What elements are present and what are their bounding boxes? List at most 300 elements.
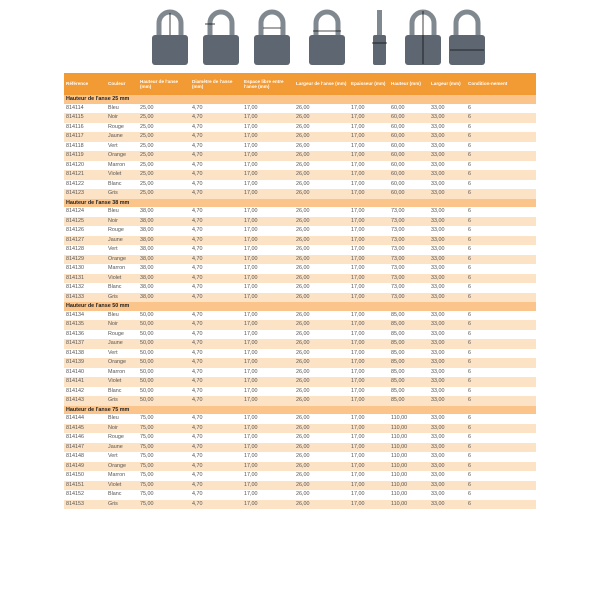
table-cell: Jaune: [106, 443, 138, 453]
table-cell: 33,00: [431, 180, 445, 187]
table-row: [64, 113, 536, 123]
table-cell: 17,00: [242, 217, 294, 227]
table-cell: 6: [466, 443, 536, 453]
table-cell: 38,00: [140, 284, 154, 291]
table-cell: 26,00: [294, 189, 349, 199]
table-cell: 26,00: [296, 472, 310, 479]
table-cell: Vert: [108, 453, 118, 460]
table-cell: 73,00: [389, 255, 429, 265]
section-title: Hauteur de l'anse 38 mm: [64, 199, 536, 208]
table-cell: 25,00: [140, 142, 154, 149]
table-cell: 17,00: [242, 170, 294, 180]
table-cell: 6: [466, 481, 536, 491]
table-cell: 38,00: [140, 246, 154, 253]
table-cell: 814145: [64, 424, 106, 434]
section-header-row: [64, 406, 536, 415]
table-row: [64, 490, 536, 500]
table-cell: 814123: [64, 189, 106, 199]
dimension-icons-row: [0, 0, 600, 72]
table-cell: 17,00: [351, 415, 365, 422]
section-title: Hauteur de l'anse 75 mm: [64, 406, 536, 415]
table-cell: 33,00: [429, 293, 466, 303]
table-cell: 26,00: [296, 453, 310, 460]
table-cell: 26,00: [294, 320, 349, 330]
table-cell: Blanc: [108, 284, 122, 291]
table-cell: 26,00: [296, 227, 310, 234]
table-cell: Noir: [106, 113, 138, 123]
table-cell: 33,00: [429, 358, 466, 368]
table-cell: 17,00: [244, 311, 258, 318]
table-cell: Blanc: [108, 387, 122, 394]
table-cell: Noir: [106, 320, 138, 330]
table-cell: 73,00: [389, 293, 429, 303]
table-cell: 814125: [64, 217, 106, 227]
table-cell: 814144: [66, 415, 84, 422]
table-cell: 75,00: [138, 443, 190, 453]
table-cell: 814132: [66, 284, 84, 291]
table-cell: 33,00: [429, 377, 466, 387]
table-cell: 6: [468, 208, 471, 215]
table-cell: 50,00: [138, 320, 190, 330]
table-cell: 6: [468, 472, 471, 479]
table-cell: 17,00: [244, 265, 258, 272]
table-cell: 38,00: [140, 227, 154, 234]
table-cell: 6: [466, 255, 536, 265]
table-cell: 4,70: [190, 132, 242, 142]
table-cell: Orange: [106, 151, 138, 161]
table-cell: 38,00: [138, 274, 190, 284]
table-cell: 33,00: [429, 170, 466, 180]
table-cell: 33,00: [431, 415, 445, 422]
table-cell: 33,00: [429, 113, 466, 123]
table-cell: 17,00: [242, 236, 294, 246]
table-cell: 17,00: [351, 330, 365, 337]
table-cell: 814140: [66, 368, 84, 375]
table-cell: 60,00: [391, 161, 405, 168]
table-cell: 4,70: [192, 284, 203, 291]
table-cell: 17,00: [242, 320, 294, 330]
padlock-height-icon: [403, 8, 443, 66]
table-cell: 110,00: [389, 481, 429, 491]
table-cell: 33,00: [431, 311, 445, 318]
table-cell: 6: [468, 246, 471, 253]
table-row: [64, 283, 536, 293]
table-cell: 17,00: [349, 396, 389, 406]
table-cell: 85,00: [391, 368, 405, 375]
table-cell: 4,70: [192, 142, 203, 149]
table-cell: 33,00: [429, 274, 466, 284]
table-row: [64, 293, 536, 303]
table-cell: 17,00: [244, 415, 258, 422]
table-cell: 17,00: [351, 265, 365, 272]
table-cell: 26,00: [296, 180, 310, 187]
table-cell: 814146: [66, 434, 84, 441]
table-cell: 17,00: [349, 189, 389, 199]
table-cell: 4,70: [192, 434, 203, 441]
table-cell: 26,00: [294, 274, 349, 284]
table-cell: 17,00: [242, 396, 294, 406]
table-cell: 26,00: [296, 415, 310, 422]
table-cell: 17,00: [244, 387, 258, 394]
table-row: [64, 377, 536, 387]
table-cell: 26,00: [294, 481, 349, 491]
table-cell: 73,00: [389, 217, 429, 227]
table-cell: Bleu: [108, 415, 119, 422]
table-cell: 75,00: [138, 481, 190, 491]
table-cell: 33,00: [429, 320, 466, 330]
table-cell: 814148: [66, 453, 84, 460]
table-cell: 33,00: [429, 396, 466, 406]
table-cell: 33,00: [431, 491, 445, 498]
table-cell: Violet: [106, 170, 138, 180]
table-cell: 6: [466, 293, 536, 303]
table-row: [64, 433, 536, 443]
table-cell: 6: [468, 330, 471, 337]
table-cell: 6: [468, 387, 471, 394]
table-cell: 75,00: [138, 424, 190, 434]
table-cell: 17,00: [349, 274, 389, 284]
table-cell: 33,00: [429, 424, 466, 434]
table-cell: 50,00: [140, 311, 154, 318]
table-cell: 6: [466, 151, 536, 161]
table-cell: 33,00: [431, 123, 445, 130]
table-cell: 50,00: [138, 358, 190, 368]
table-cell: 4,70: [190, 377, 242, 387]
table-cell: 17,00: [349, 255, 389, 265]
table-cell: 6: [468, 227, 471, 234]
table-cell: 6: [468, 491, 471, 498]
table-cell: 4,70: [192, 330, 203, 337]
table-cell: 33,00: [431, 453, 445, 460]
table-cell: 814129: [64, 255, 106, 265]
table-row: [64, 142, 536, 152]
table-cell: 814150: [66, 472, 84, 479]
table-cell: Marron: [108, 161, 126, 168]
table-cell: 50,00: [138, 396, 190, 406]
table-cell: 33,00: [429, 236, 466, 246]
table-cell: 17,00: [242, 424, 294, 434]
table-cell: 4,70: [190, 358, 242, 368]
table-cell: 6: [468, 123, 471, 130]
table-cell: 17,00: [349, 293, 389, 303]
section-header-row: [64, 95, 536, 104]
table-cell: 4,70: [190, 339, 242, 349]
column-header-packaging: Condition-nement: [466, 73, 536, 95]
table-cell: 17,00: [242, 113, 294, 123]
table-row: [64, 207, 536, 217]
table-cell: 17,00: [351, 434, 365, 441]
table-cell: 17,00: [351, 180, 365, 187]
table-cell: 33,00: [431, 246, 445, 253]
table-cell: 4,70: [192, 368, 203, 375]
table-cell: 110,00: [389, 443, 429, 453]
table-row: [64, 170, 536, 180]
table-cell: 17,00: [242, 377, 294, 387]
table-cell: 4,70: [192, 311, 203, 318]
table-cell: 60,00: [391, 142, 405, 149]
table-cell: 33,00: [429, 151, 466, 161]
table-cell: 50,00: [140, 387, 154, 394]
table-cell: 33,00: [429, 339, 466, 349]
table-cell: 33,00: [431, 330, 445, 337]
table-cell: Rouge: [108, 434, 124, 441]
table-cell: 4,70: [190, 151, 242, 161]
table-cell: 17,00: [349, 462, 389, 472]
table-cell: 17,00: [349, 424, 389, 434]
column-header-height: Hauteur (mm): [389, 73, 429, 95]
table-cell: Marron: [108, 472, 126, 479]
column-header-color: Couleur: [106, 73, 138, 95]
section-header-row: [64, 199, 536, 208]
table-cell: 4,70: [192, 123, 203, 130]
table-cell: 73,00: [391, 246, 405, 253]
table-cell: 17,00: [351, 227, 365, 234]
table-cell: 26,00: [296, 104, 310, 111]
table-cell: 33,00: [431, 368, 445, 375]
table-cell: 60,00: [391, 180, 405, 187]
table-cell: 17,00: [351, 104, 365, 111]
table-cell: 73,00: [391, 265, 405, 272]
table-cell: 814153: [64, 500, 106, 510]
table-row: [64, 339, 536, 349]
table-cell: 814114: [66, 104, 84, 111]
table-row: [64, 274, 536, 284]
table-row: [64, 452, 536, 462]
table-cell: 17,00: [244, 246, 258, 253]
table-cell: 85,00: [389, 320, 429, 330]
table-cell: 38,00: [140, 208, 154, 215]
table-cell: 4,70: [192, 227, 203, 234]
table-cell: 26,00: [296, 330, 310, 337]
table-cell: 17,00: [349, 500, 389, 510]
column-header-shackle-height: Hauteur de l'anse (mm): [138, 73, 190, 95]
table-cell: 17,00: [349, 151, 389, 161]
table-cell: 33,00: [431, 387, 445, 394]
table-cell: 17,00: [349, 481, 389, 491]
table-cell: 33,00: [429, 189, 466, 199]
table-cell: 33,00: [429, 462, 466, 472]
table-row: [64, 320, 536, 330]
table-cell: 6: [466, 274, 536, 284]
table-cell: 26,00: [294, 358, 349, 368]
table-cell: 26,00: [296, 368, 310, 375]
table-row: [64, 311, 536, 321]
table-cell: 4,70: [192, 104, 203, 111]
table-cell: 17,00: [244, 284, 258, 291]
table-cell: 17,00: [244, 368, 258, 375]
table-cell: 814122: [66, 180, 84, 187]
table-cell: 25,00: [138, 132, 190, 142]
table-cell: 17,00: [351, 123, 365, 130]
table-cell: 26,00: [296, 265, 310, 272]
table-cell: 17,00: [349, 443, 389, 453]
table-cell: 26,00: [296, 246, 310, 253]
table-cell: 60,00: [391, 123, 405, 130]
table-header-row: [64, 73, 536, 95]
table-row: [64, 264, 536, 274]
table-cell: 4,70: [190, 443, 242, 453]
table-cell: 110,00: [389, 462, 429, 472]
table-cell: 17,00: [244, 453, 258, 460]
table-cell: 33,00: [429, 132, 466, 142]
table-cell: 4,70: [192, 415, 203, 422]
table-cell: 6: [468, 161, 471, 168]
table-cell: 26,00: [296, 349, 310, 356]
table-cell: 6: [468, 284, 471, 291]
table-cell: 17,00: [244, 180, 258, 187]
table-cell: 26,00: [296, 491, 310, 498]
table-cell: 6: [468, 142, 471, 149]
table-cell: 60,00: [389, 132, 429, 142]
table-cell: 33,00: [431, 472, 445, 479]
table-cell: 26,00: [294, 217, 349, 227]
table-cell: 25,00: [140, 180, 154, 187]
table-cell: 25,00: [140, 161, 154, 168]
table-cell: 814137: [64, 339, 106, 349]
table-cell: 6: [466, 462, 536, 472]
table-cell: 26,00: [294, 293, 349, 303]
table-cell: 17,00: [244, 330, 258, 337]
table-row: [64, 330, 536, 340]
table-cell: 85,00: [389, 396, 429, 406]
table-cell: 17,00: [242, 293, 294, 303]
table-row: [64, 151, 536, 161]
table-cell: 814124: [66, 208, 84, 215]
table-cell: 73,00: [389, 236, 429, 246]
table-cell: 75,00: [140, 491, 154, 498]
table-cell: 38,00: [138, 217, 190, 227]
table-cell: Marron: [108, 265, 126, 272]
table-cell: 814131: [64, 274, 106, 284]
table-cell: 4,70: [192, 246, 203, 253]
table-row: [64, 132, 536, 142]
table-cell: 26,00: [294, 500, 349, 510]
table-cell: 33,00: [429, 443, 466, 453]
table-cell: 814151: [64, 481, 106, 491]
table-cell: 75,00: [138, 500, 190, 510]
padlock-shackle-height-icon: [150, 8, 190, 66]
table-cell: Gris: [106, 396, 138, 406]
table-cell: Violet: [106, 377, 138, 387]
table-cell: 4,70: [190, 293, 242, 303]
table-cell: 85,00: [389, 377, 429, 387]
table-cell: 17,00: [244, 227, 258, 234]
table-cell: 814134: [66, 311, 84, 318]
table-cell: Vert: [108, 246, 118, 253]
table-cell: 26,00: [294, 443, 349, 453]
table-cell: Marron: [108, 368, 126, 375]
table-cell: 814127: [64, 236, 106, 246]
table-cell: 17,00: [351, 453, 365, 460]
table-cell: 17,00: [351, 472, 365, 479]
table-cell: 17,00: [242, 500, 294, 510]
table-cell: 17,00: [351, 246, 365, 253]
table-cell: 17,00: [244, 208, 258, 215]
table-cell: 73,00: [391, 284, 405, 291]
table-row: [64, 226, 536, 236]
table-row: [64, 471, 536, 481]
table-cell: 6: [466, 377, 536, 387]
table-cell: 33,00: [431, 434, 445, 441]
table-cell: 17,00: [349, 170, 389, 180]
table-cell: 4,70: [190, 189, 242, 199]
table-row: [64, 104, 536, 114]
table-cell: Jaune: [106, 236, 138, 246]
table-cell: 50,00: [140, 330, 154, 337]
table-row: [64, 424, 536, 434]
table-cell: 17,00: [351, 208, 365, 215]
table-row: [64, 349, 536, 359]
table-cell: 26,00: [296, 161, 310, 168]
table-cell: 38,00: [138, 236, 190, 246]
table-cell: 25,00: [138, 151, 190, 161]
table-cell: 17,00: [244, 142, 258, 149]
table-cell: 6: [466, 189, 536, 199]
table-cell: 6: [466, 170, 536, 180]
table-cell: 17,00: [242, 358, 294, 368]
table-cell: 26,00: [294, 132, 349, 142]
table-cell: 814142: [66, 387, 84, 394]
table-cell: 17,00: [242, 189, 294, 199]
table-cell: 17,00: [351, 491, 365, 498]
table-cell: 33,00: [431, 142, 445, 149]
table-cell: 814141: [64, 377, 106, 387]
table-cell: Gris: [106, 500, 138, 510]
padlock-thickness-icon: [360, 8, 400, 66]
table-row: [64, 123, 536, 133]
table-cell: 26,00: [294, 151, 349, 161]
table-cell: 4,70: [190, 500, 242, 510]
table-cell: 75,00: [138, 462, 190, 472]
column-header-shackle-diameter: Diamètre de l'anse (mm): [190, 73, 242, 95]
table-cell: 814121: [64, 170, 106, 180]
table-row: [64, 500, 536, 510]
table-cell: 26,00: [294, 236, 349, 246]
table-cell: 814126: [66, 227, 84, 234]
table-cell: 33,00: [431, 284, 445, 291]
table-cell: 26,00: [294, 377, 349, 387]
table-cell: 33,00: [429, 217, 466, 227]
table-cell: 6: [466, 339, 536, 349]
table-cell: Violet: [106, 481, 138, 491]
table-row: [64, 217, 536, 227]
table-cell: 814147: [64, 443, 106, 453]
table-cell: Vert: [108, 142, 118, 149]
table-cell: 26,00: [296, 142, 310, 149]
table-row: [64, 368, 536, 378]
table-cell: 4,70: [192, 491, 203, 498]
table-cell: 17,00: [351, 311, 365, 318]
table-cell: 17,00: [351, 368, 365, 375]
table-cell: 110,00: [391, 491, 408, 498]
padlock-shackle-diameter-icon: [201, 8, 241, 66]
table-row: [64, 189, 536, 199]
table-cell: 6: [468, 415, 471, 422]
table-row: [64, 396, 536, 406]
table-cell: 814128: [66, 246, 84, 253]
table-cell: 4,70: [192, 180, 203, 187]
table-cell: Orange: [106, 462, 138, 472]
table-cell: 6: [466, 500, 536, 510]
section-title: Hauteur de l'anse 25 mm: [64, 95, 536, 104]
table-cell: 110,00: [391, 434, 408, 441]
table-cell: 26,00: [296, 387, 310, 394]
table-cell: 33,00: [429, 255, 466, 265]
table-cell: 17,00: [351, 349, 365, 356]
table-cell: 17,00: [351, 161, 365, 168]
table-cell: 4,70: [192, 472, 203, 479]
table-cell: 4,70: [190, 424, 242, 434]
